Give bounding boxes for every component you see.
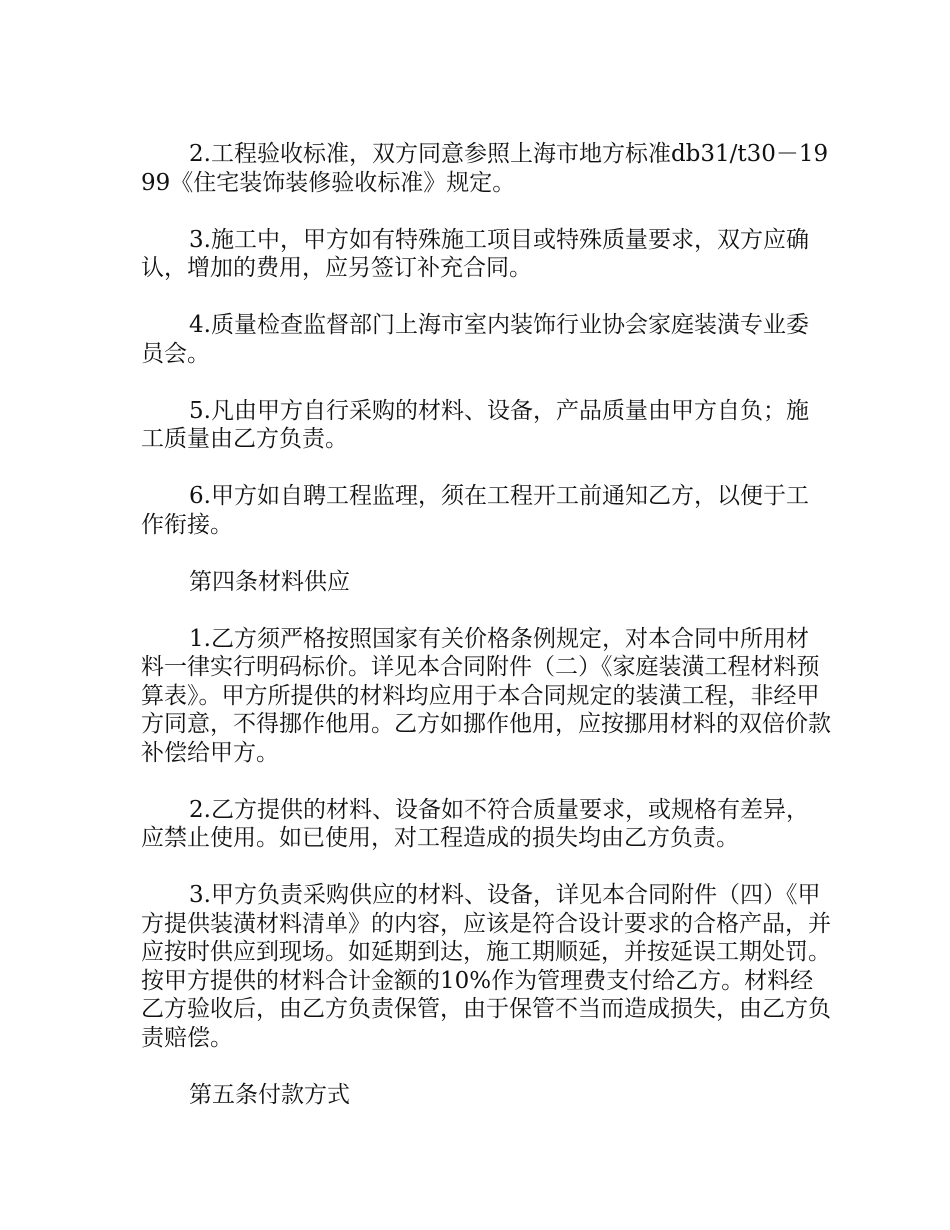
clause-4-item-1: 1.乙方须严格按照国家有关价格条例规定，对本合同中所用材料一律实行明码标价。详见本合同附件（二）《家庭装潢工程材料预算表》。甲方所提供的材料均应用于本合同规定的装潢工程，非经甲方同意，不得挪作他用。乙方如挪作他用，应按挪用材料的双倍价款补偿给甲方。 (141, 625, 831, 766)
clause-5-heading: 第五条付款方式 (189, 1081, 350, 1108)
clause-3-item-2: 2.工程验收标准，双方同意参照上海市地方标准db31/t30－1999《住宅装饰装修验收标准》规定。 (141, 141, 829, 196)
clause-3-item-3: 3.施工中，甲方如有特殊施工项目或特殊质量要求，双方应确认，增加的费用，应另签订补充合同。 (141, 226, 809, 281)
clause-3-item-6: 6.甲方如自聘工程监理，须在工程开工前通知乙方，以便于工作衔接。 (141, 483, 809, 538)
clause-3-item-4: 4.质量检查监督部门上海市室内装饰行业协会家庭装潢专业委员会。 (141, 312, 809, 367)
clause-3-item-5: 5.凡由甲方自行采购的材料、设备，产品质量由甲方自负；施工质量由乙方负责。 (141, 397, 809, 452)
document-body (141, 140, 831, 1138)
clause-4-heading: 第四条材料供应 (189, 568, 350, 595)
clause-4-item-2: 2.乙方提供的材料、设备如不符合质量要求，或规格有差异，应禁止使用。如已使用，对工程造成的损失均由乙方负责。 (141, 796, 809, 851)
clause-4-item-3: 3.甲方负责采购供应的材料、设备，详见本合同附件（四）《甲方提供装潢材料清单》的内容，应该是符合设计要求的合格产品，并应按时供应到现场。如延期到达，施工期顺延，并按延误工期处罚。按甲方提供的材料合计金额的10%作为管理费支付给乙方。材料经乙方验收后，由乙方负责保管，由于保管不当而造成损失，由乙方负责赔偿。 (141, 882, 831, 1051)
